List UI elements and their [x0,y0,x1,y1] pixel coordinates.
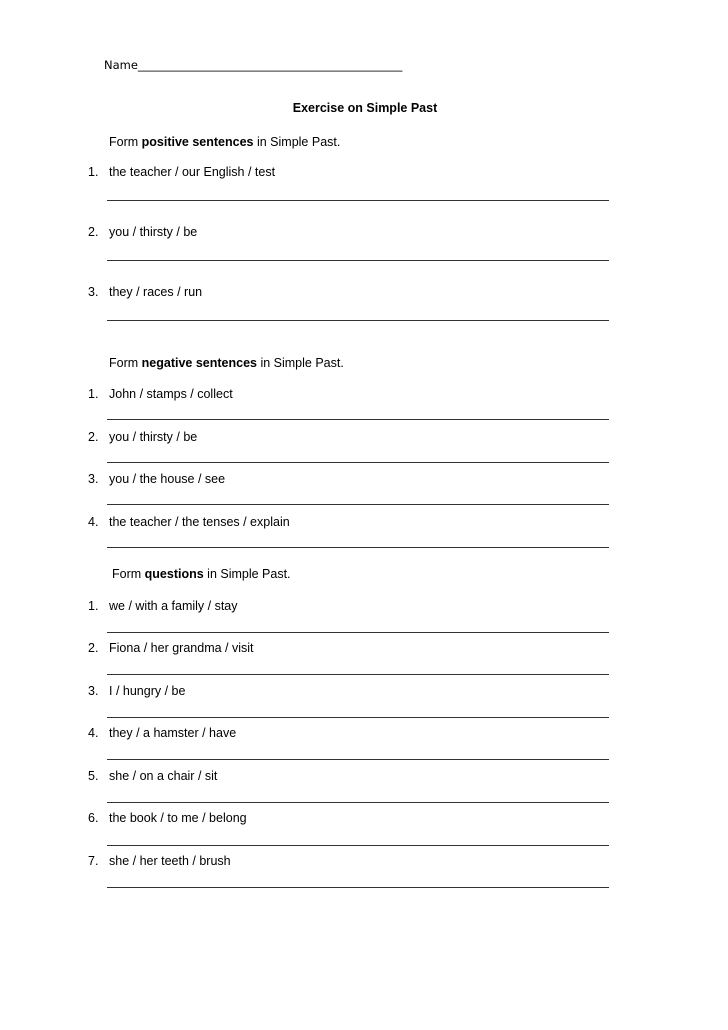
instruction-text: in Simple Past. [253,135,341,149]
page-title-text: Exercise on Simple Past [292,101,438,115]
answer-line[interactable] [107,462,609,463]
item-number: 1. [88,599,99,613]
item-prompt: John / stamps / collect [109,387,233,401]
section-instruction-positive [109,135,340,149]
answer-line[interactable] [107,674,609,675]
answer-line[interactable] [107,717,609,718]
answer-line[interactable] [107,419,609,420]
instruction-keyword: negative sentences [141,356,257,370]
answer-line[interactable] [107,632,609,633]
item-prompt: the book / to me / belong [109,811,247,825]
item-number: 2. [88,430,99,444]
item-number: 3. [88,285,99,299]
item-prompt: you / thirsty / be [109,225,198,239]
answer-line[interactable] [107,504,609,505]
item-number: 3. [88,684,99,698]
item-prompt: we / with a family / stay [109,599,238,613]
answer-line[interactable] [107,802,609,803]
instruction-text: Form [109,356,142,370]
instruction-keyword: questions [144,567,204,581]
item-prompt: you / the house / see [109,472,226,486]
answer-line[interactable] [107,320,609,321]
item-number: 3. [88,472,99,486]
item-prompt: I / hungry / be [109,684,186,698]
item-prompt: she / her teeth / brush [109,854,231,868]
instruction-text: Form [112,567,145,581]
instruction-text: Form [109,135,142,149]
item-number: 4. [88,726,99,740]
item-number: 2. [88,225,99,239]
section-instruction-questions [112,567,291,581]
item-number: 2. [88,641,99,655]
item-number: 7. [88,854,99,868]
item-number: 4. [88,515,99,529]
item-prompt: they / a hamster / have [109,726,237,740]
item-prompt: the teacher / the tenses / explain [109,515,290,529]
instruction-text: in Simple Past. [203,567,291,581]
instruction-text: in Simple Past. [256,356,344,370]
item-prompt: she / on a chair / sit [109,769,218,783]
answer-line[interactable] [107,887,609,888]
instruction-keyword: positive sentences [141,135,254,149]
answer-line[interactable] [107,260,609,261]
answer-line[interactable] [107,547,609,548]
item-number: 1. [88,165,99,179]
section-instruction-negative [109,356,344,370]
answer-line[interactable] [107,200,609,201]
item-prompt: Fiona / her grandma / visit [109,641,254,655]
answer-line[interactable] [107,845,609,846]
answer-line[interactable] [107,759,609,760]
item-prompt: they / races / run [109,285,203,299]
item-prompt: you / thirsty / be [109,430,198,444]
item-prompt: the teacher / our English / test [109,165,276,179]
name-field-label: Name______________________________________________ [104,58,403,72]
item-number: 5. [88,769,99,783]
page-title [0,101,728,115]
item-number: 1. [88,387,99,401]
item-number: 6. [88,811,99,825]
